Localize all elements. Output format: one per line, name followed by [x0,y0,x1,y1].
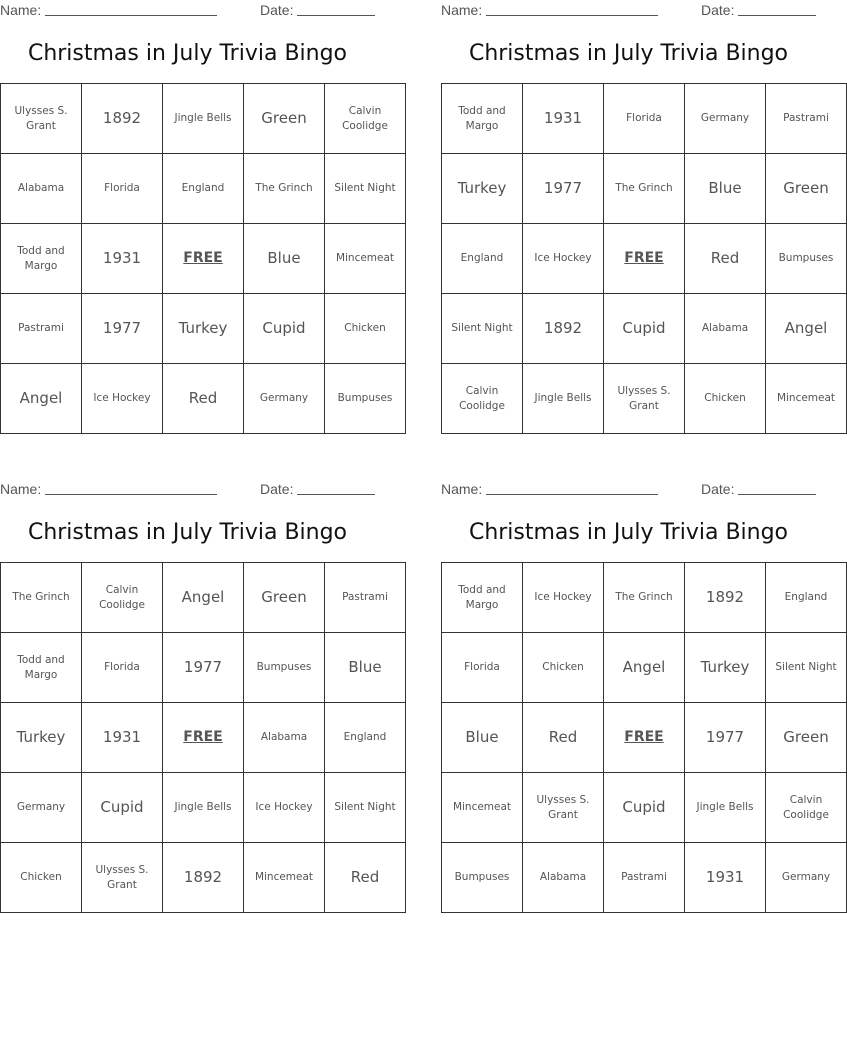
bingo-cell: Angel [163,563,244,633]
name-line [45,15,217,16]
free-space-cell: FREE [163,703,244,773]
name-line [486,494,658,495]
free-space-cell: FREE [604,703,685,773]
name-label: Name: [441,2,483,18]
bingo-cell: Ulysses S. Grant [604,364,685,434]
bingo-cell: Cupid [82,773,163,843]
name-label: Name: [0,2,42,18]
bingo-cell: Red [325,843,406,913]
card-title: Christmas in July Trivia Bingo [468,41,789,66]
bingo-cell: Germany [685,84,766,154]
bingo-cell: 1977 [82,294,163,364]
bingo-cell: Mincemeat [244,843,325,913]
grid-row [1,633,406,703]
bingo-cell: Blue [244,224,325,294]
bingo-cell: The Grinch [604,563,685,633]
bingo-cell: Ulysses S. Grant [1,84,82,154]
bingo-cell: Mincemeat [766,364,847,434]
name-date-row [441,2,816,20]
bingo-card-1 [0,0,396,435]
bingo-cell: The Grinch [604,154,685,224]
bingo-cell: Jingle Bells [685,773,766,843]
grid-row [442,224,847,294]
bingo-cell: Red [523,703,604,773]
bingo-card-4 [441,479,837,914]
bingo-cell: Germany [1,773,82,843]
date-line [297,15,375,16]
free-space-cell: FREE [604,224,685,294]
grid-row [442,294,847,364]
bingo-cell: Pastrami [325,563,406,633]
bingo-cell: Bumpuses [244,633,325,703]
bingo-cell: Bumpuses [325,364,406,434]
date-label: Date: [260,2,294,18]
bingo-cell: Ice Hockey [523,563,604,633]
bingo-cell: 1931 [685,843,766,913]
name-date-row [0,2,375,20]
bingo-cell: England [766,563,847,633]
bingo-cell: Ulysses S. Grant [523,773,604,843]
bingo-cell: England [163,154,244,224]
bingo-cell: Calvin Coolidge [325,84,406,154]
bingo-cell: The Grinch [1,563,82,633]
bingo-cell: Todd and Margo [442,84,523,154]
bingo-grid [441,83,847,434]
bingo-cell: 1977 [523,154,604,224]
bingo-cell: Alabama [685,294,766,364]
bingo-cell: 1977 [163,633,244,703]
free-space-cell: FREE [163,224,244,294]
bingo-cell: Mincemeat [325,224,406,294]
bingo-cell: Todd and Margo [442,563,523,633]
bingo-cell: Chicken [325,294,406,364]
bingo-cell: Blue [685,154,766,224]
grid-row [442,563,847,633]
bingo-cell: 1892 [163,843,244,913]
date-label: Date: [701,481,735,497]
bingo-cell: England [442,224,523,294]
bingo-cell: Pastrami [604,843,685,913]
bingo-cell: Silent Night [325,154,406,224]
bingo-cell: 1931 [82,703,163,773]
bingo-cell: Calvin Coolidge [766,773,847,843]
name-line [45,494,217,495]
bingo-cell: Cupid [244,294,325,364]
bingo-cell: Cupid [604,294,685,364]
bingo-cell: Alabama [1,154,82,224]
bingo-cell: 1931 [82,224,163,294]
bingo-cell: Calvin Coolidge [442,364,523,434]
name-label: Name: [441,481,483,497]
date-line [738,15,816,16]
bingo-cell: Red [163,364,244,434]
bingo-cell: Turkey [1,703,82,773]
bingo-cell: Angel [604,633,685,703]
bingo-cell: Blue [325,633,406,703]
bingo-cell: 1977 [685,703,766,773]
bingo-cell: Todd and Margo [1,224,82,294]
card-title: Christmas in July Trivia Bingo [27,41,348,66]
grid-row [1,364,406,434]
bingo-card-3 [0,479,396,914]
name-line [486,15,658,16]
bingo-cell: Ice Hockey [523,224,604,294]
grid-row [442,154,847,224]
bingo-cell: Todd and Margo [1,633,82,703]
grid-row [1,224,406,294]
bingo-cell: Ulysses S. Grant [82,843,163,913]
name-date-row [0,481,375,499]
bingo-cell: Chicken [523,633,604,703]
bingo-cell: Pastrami [766,84,847,154]
card-title: Christmas in July Trivia Bingo [468,520,789,545]
bingo-cell: Turkey [163,294,244,364]
bingo-cell: The Grinch [244,154,325,224]
bingo-cell: 1892 [523,294,604,364]
bingo-cell: Jingle Bells [163,773,244,843]
card-title: Christmas in July Trivia Bingo [27,520,348,545]
bingo-cell: Turkey [442,154,523,224]
bingo-cell: Green [244,84,325,154]
date-line [738,494,816,495]
grid-row [442,703,847,773]
grid-row [1,703,406,773]
bingo-cell: Germany [766,843,847,913]
date-line [297,494,375,495]
bingo-cell: Florida [442,633,523,703]
bingo-cell: England [325,703,406,773]
bingo-cell: Florida [604,84,685,154]
bingo-cell: Jingle Bells [163,84,244,154]
name-label: Name: [0,481,42,497]
bingo-cell: Silent Night [766,633,847,703]
bingo-cell: Florida [82,633,163,703]
bingo-grid [0,83,406,434]
bingo-cell: Green [766,703,847,773]
bingo-cell: 1931 [523,84,604,154]
bingo-cell: Red [685,224,766,294]
grid-row [442,633,847,703]
grid-row [442,364,847,434]
bingo-cell: Mincemeat [442,773,523,843]
bingo-cell: Germany [244,364,325,434]
bingo-cell: Alabama [523,843,604,913]
grid-row [1,294,406,364]
bingo-cell: Florida [82,154,163,224]
bingo-cell: Blue [442,703,523,773]
bingo-cell: Bumpuses [766,224,847,294]
bingo-cell: Ice Hockey [82,364,163,434]
name-date-row [441,481,816,499]
bingo-cell: Angel [766,294,847,364]
grid-row [1,563,406,633]
bingo-cell: Jingle Bells [523,364,604,434]
bingo-cell: 1892 [685,563,766,633]
bingo-cell: Chicken [1,843,82,913]
bingo-cell: 1892 [82,84,163,154]
bingo-cell: Bumpuses [442,843,523,913]
grid-row [442,84,847,154]
bingo-cell: Cupid [604,773,685,843]
bingo-cell: Ice Hockey [244,773,325,843]
date-label: Date: [260,481,294,497]
grid-row [1,773,406,843]
bingo-cell: Turkey [685,633,766,703]
bingo-cell: Green [244,563,325,633]
bingo-card-2 [441,0,836,435]
grid-row [442,843,847,913]
bingo-cell: Alabama [244,703,325,773]
grid-row [1,154,406,224]
bingo-grid [0,562,406,913]
grid-row [442,773,847,843]
grid-row [1,84,406,154]
bingo-cell: Pastrami [1,294,82,364]
bingo-cell: Silent Night [442,294,523,364]
bingo-cell: Green [766,154,847,224]
bingo-grid [441,562,847,913]
bingo-cell: Chicken [685,364,766,434]
bingo-cell: Silent Night [325,773,406,843]
bingo-cell: Angel [1,364,82,434]
bingo-cell: Calvin Coolidge [82,563,163,633]
date-label: Date: [701,2,735,18]
grid-row [1,843,406,913]
